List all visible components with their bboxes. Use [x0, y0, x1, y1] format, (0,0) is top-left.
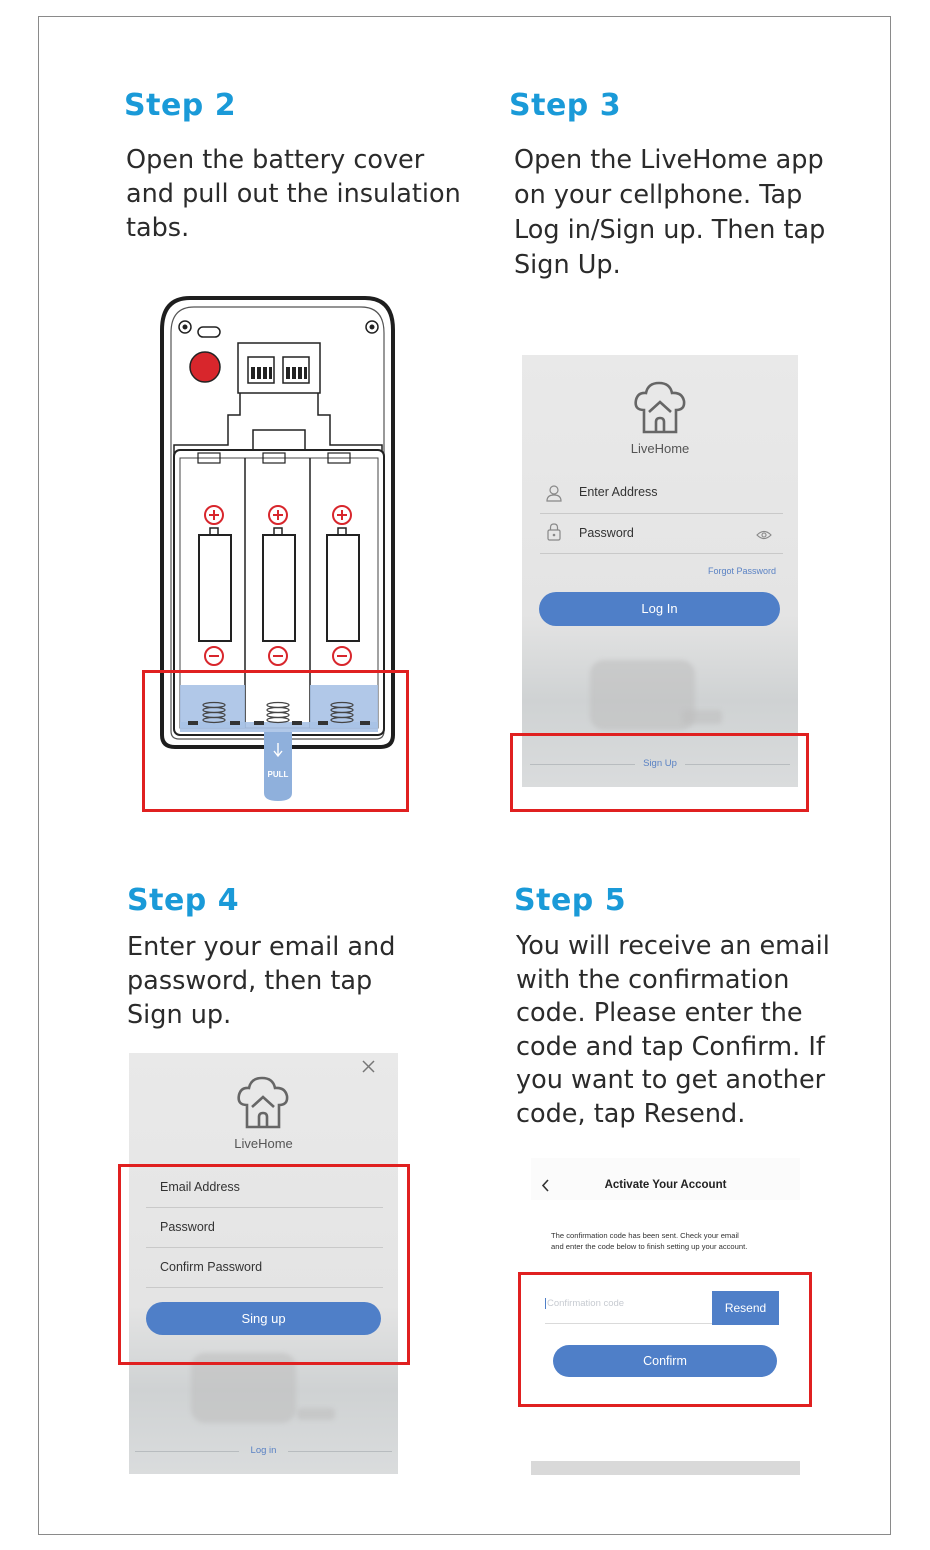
pull-tab-label: PULL	[267, 770, 289, 779]
confirm-button[interactable]: Confirm	[553, 1345, 777, 1377]
lock-icon	[547, 523, 561, 541]
login-link[interactable]: Log in	[250, 1445, 277, 1456]
close-icon[interactable]	[362, 1060, 375, 1073]
step2-title: Step 2	[124, 88, 237, 123]
livehome-logo-icon	[632, 380, 688, 438]
confirmation-message	[551, 1231, 747, 1252]
confirmation-code-input[interactable]: Confirmation code	[547, 1298, 625, 1309]
message-line: and enter the code below to finish setting up your account.	[551, 1241, 748, 1251]
highlight-box	[510, 733, 809, 812]
step5-line: code. Please enter the	[516, 998, 803, 1029]
step4-title: Step 4	[127, 883, 240, 918]
step4-line: Enter your email and	[127, 932, 396, 962]
login-button[interactable]: Log In	[539, 592, 780, 626]
step5-title: Step 5	[514, 883, 627, 918]
eye-icon[interactable]	[756, 530, 772, 540]
step4-instructions	[127, 930, 395, 1032]
step4-line: Sign up.	[127, 1000, 232, 1030]
step3-instructions	[514, 143, 825, 283]
signup-button[interactable]: Sing up	[146, 1302, 381, 1335]
message-line: The confirmation code has been sent. Check your email	[551, 1231, 739, 1240]
step3-line: Open the LiveHome app	[514, 145, 824, 175]
step2-line: and pull out the insulation	[126, 179, 461, 209]
step3-line: Sign Up.	[514, 250, 621, 280]
step5-line: with the confirmation	[516, 964, 790, 995]
email-field[interactable]: Email Address	[160, 1180, 240, 1194]
home-bar	[531, 1461, 800, 1475]
step2-line: tabs.	[126, 213, 190, 243]
resend-button[interactable]: Resend	[712, 1291, 779, 1325]
confirm-password-field[interactable]: Confirm Password	[160, 1260, 263, 1274]
step3-line: Log in/Sign up. Then tap	[514, 215, 826, 245]
step5-line: You will receive an email	[516, 931, 830, 961]
app-brand-name: LiveHome	[234, 1136, 293, 1151]
highlight-box	[142, 670, 409, 812]
highlight-box	[118, 1164, 410, 1365]
address-input[interactable]: Enter Address	[579, 485, 658, 499]
livehome-logo-icon	[235, 1075, 291, 1133]
step3-title: Step 3	[509, 88, 622, 123]
step5-instructions	[516, 930, 830, 1132]
step2-instructions	[126, 143, 461, 245]
forgot-password-link[interactable]: Forgot Password	[707, 566, 776, 576]
step2-line: Open the battery cover	[126, 145, 425, 175]
signup-link[interactable]: Sign Up	[643, 758, 677, 769]
activate-title: Activate Your Account	[604, 1179, 727, 1191]
step5-line: code and tap Confirm. If	[516, 1031, 825, 1062]
user-icon	[546, 484, 562, 502]
step5-line: code, tap Resend.	[516, 1098, 746, 1129]
login-screen	[522, 355, 798, 787]
app-brand-name: LiveHome	[630, 441, 690, 456]
step5-line: you want to get another	[516, 1065, 826, 1096]
password-field[interactable]: Password	[160, 1220, 215, 1234]
password-input[interactable]: Password	[579, 526, 634, 540]
step4-line: password, then tap	[127, 966, 373, 996]
highlight-box	[518, 1272, 812, 1407]
step3-line: on your cellphone. Tap	[514, 180, 803, 210]
